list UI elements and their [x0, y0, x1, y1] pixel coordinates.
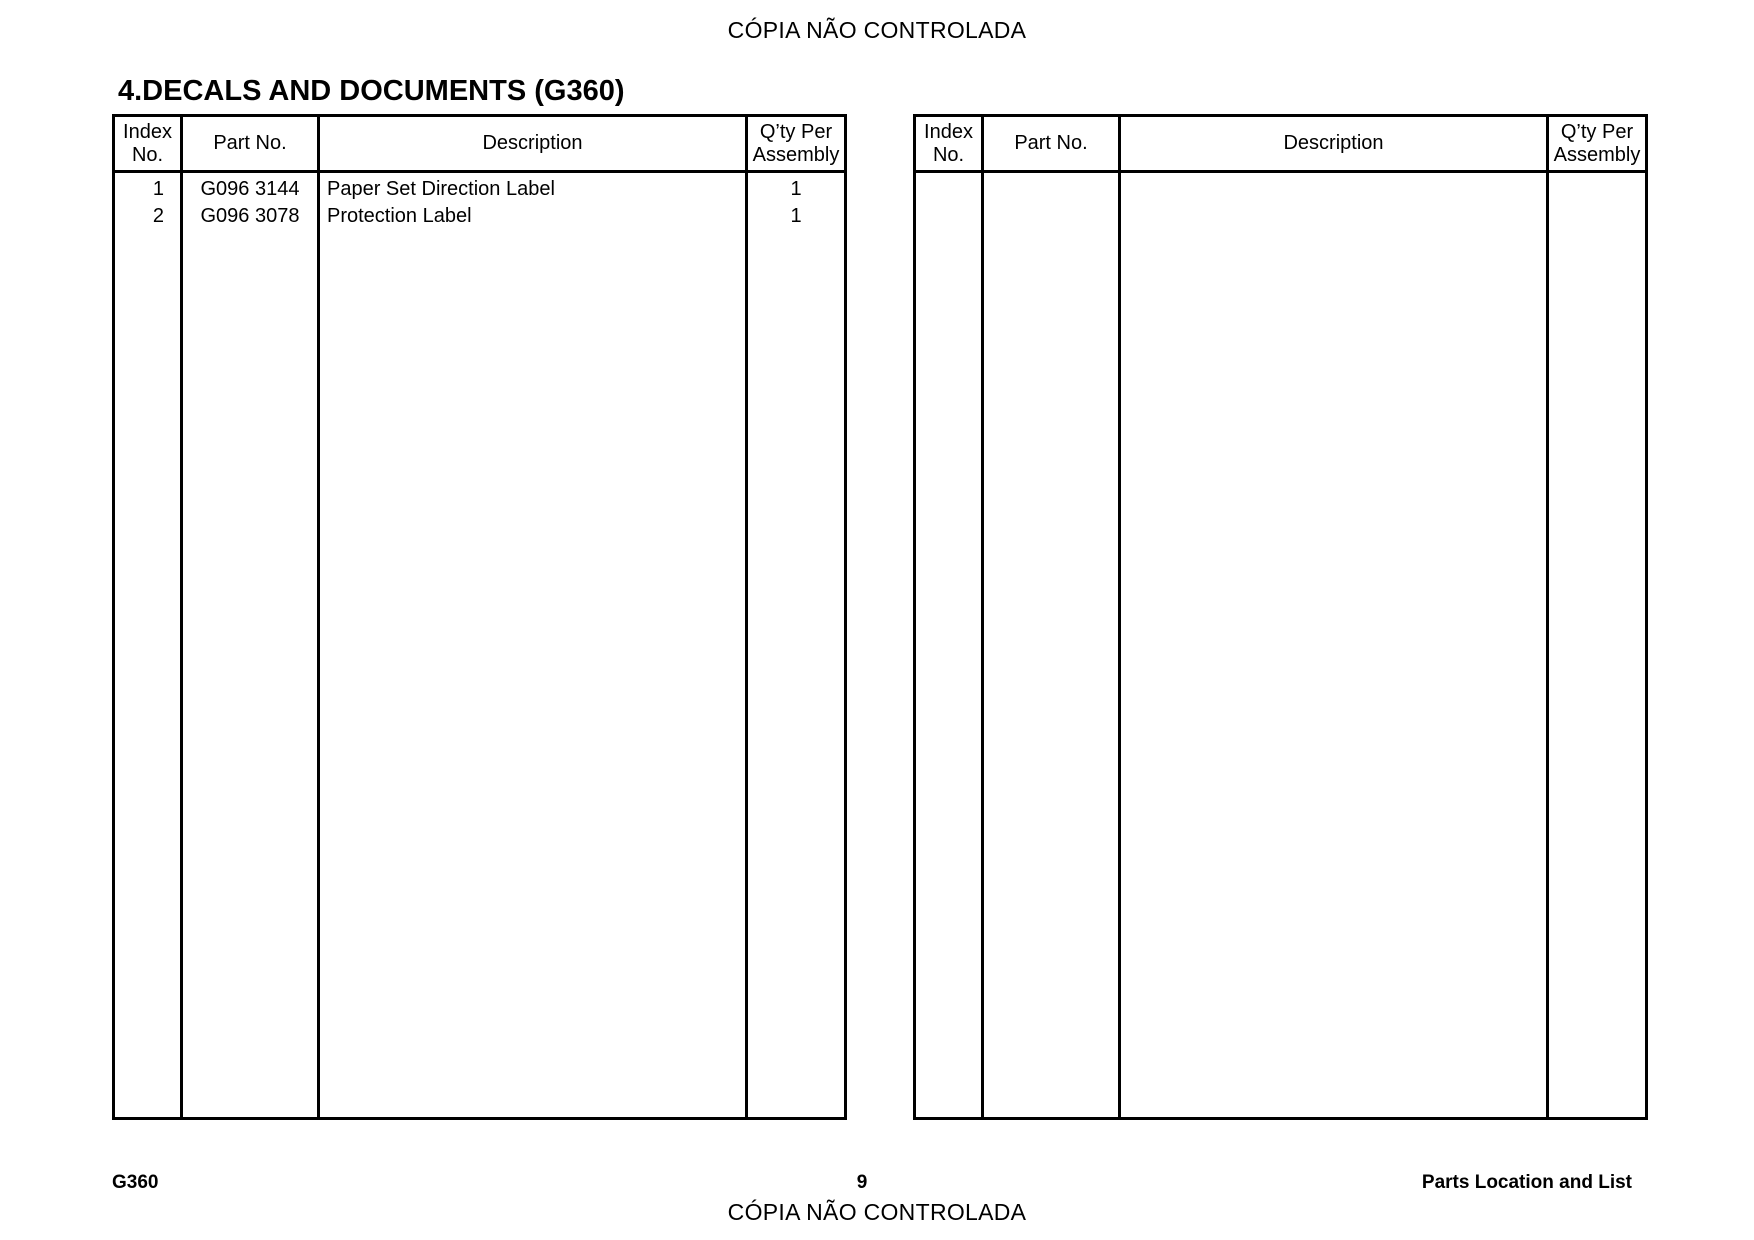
header-index-line1: Index: [924, 120, 973, 143]
cell-qty: 1: [747, 203, 846, 230]
header-qty: [747, 116, 846, 172]
header-index-line1: Index: [123, 120, 172, 143]
section-title: 4.DECALS AND DOCUMENTS (G360): [118, 75, 625, 107]
parts-table-left: [112, 114, 847, 1120]
cell-description: Paper Set Direction Label: [319, 172, 747, 204]
footer-section-name: Parts Location and List: [1421, 1172, 1632, 1193]
header-index-line2: No.: [131, 143, 164, 166]
cell-index: 1: [114, 172, 182, 204]
footer-model: G360: [112, 1172, 159, 1193]
header-index: [114, 116, 182, 172]
cell-index: 2: [114, 203, 182, 230]
watermark-bottom: CÓPIA NÃO CONTROLADA: [727, 1199, 1027, 1225]
header-qty: [1548, 116, 1647, 172]
cell-part-no: G096 3144: [182, 172, 319, 204]
table-header-row: [114, 116, 846, 172]
header-qty-line1: Q’ty Per: [759, 120, 833, 143]
header-description: Description: [319, 116, 747, 172]
header-part-no: Part No.: [182, 116, 319, 172]
cell-part-no: G096 3078: [182, 203, 319, 230]
table-header-row: [915, 116, 1647, 172]
parts-table-right: [913, 114, 1648, 1120]
table-filler-row: [114, 230, 846, 1119]
header-index: [915, 116, 983, 172]
header-description: Description: [1120, 116, 1548, 172]
watermark-top: CÓPIA NÃO CONTROLADA: [727, 17, 1027, 43]
table-row: [114, 172, 846, 204]
cell-qty: 1: [747, 172, 846, 204]
header-qty-line1: Q’ty Per: [1560, 120, 1634, 143]
header-part-no: Part No.: [983, 116, 1120, 172]
header-qty-line2: Assembly: [1553, 143, 1641, 166]
cell-description: Protection Label: [319, 203, 747, 230]
header-qty-line2: Assembly: [752, 143, 840, 166]
table-filler-row: [915, 172, 1647, 1119]
header-index-line2: No.: [932, 143, 965, 166]
table-row: [114, 203, 846, 230]
footer-page-number: 9: [856, 1172, 868, 1193]
